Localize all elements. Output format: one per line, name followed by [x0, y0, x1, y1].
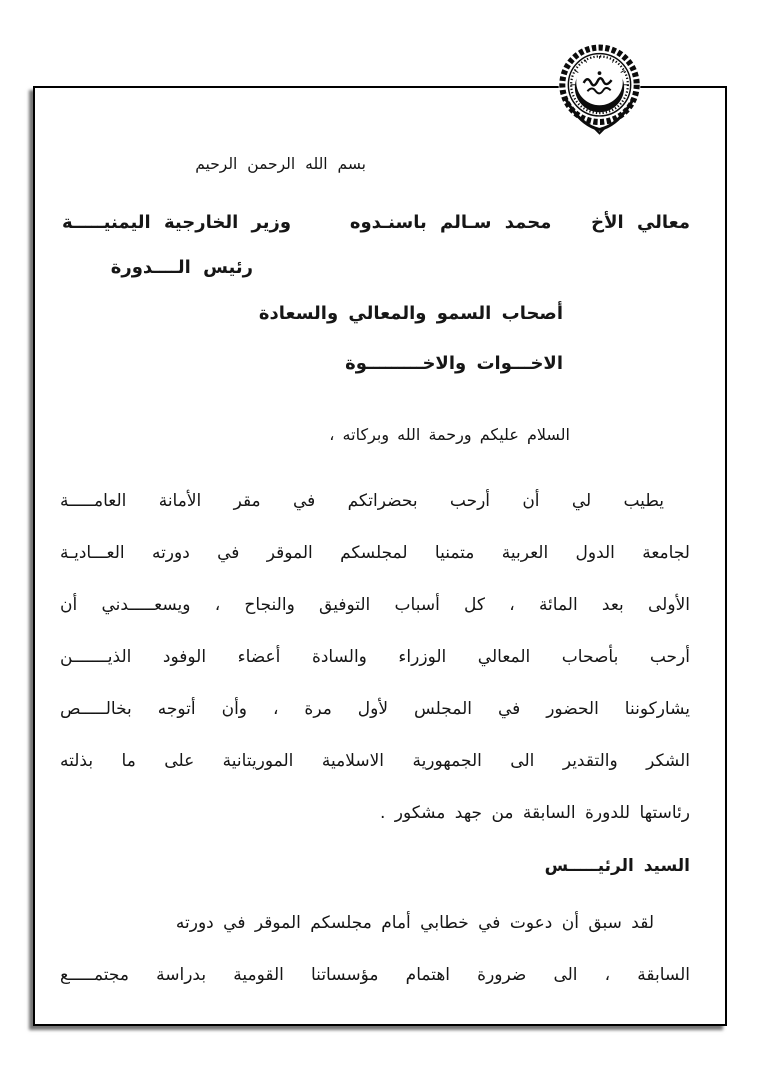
- body-line: الشكر والتقدير الى الجمهورية الاسلامية الموريتانية على ما بذلته: [60, 751, 690, 771]
- body-line: يشاركوننا الحضور في المجلس لأول مرة ، وأن أتوجه بخالـــــص: [60, 699, 690, 719]
- salutation-line-1: أصحاب السمو والمعالي والسعادة: [258, 303, 563, 324]
- body-line: يطيب لي أن أرحب بحضراتكم في مقر الأمانة العامـــــة: [60, 491, 664, 511]
- body-line: أرحب بأصحاب المعالي الوزراء والسادة أعضاء الوفود الذيـــــــن: [60, 647, 690, 667]
- addressee-title-session-president: رئيس الــــدورة: [110, 257, 253, 278]
- body-paragraph-1: [60, 475, 690, 839]
- body-line: الأولى بعد المائة ، كل أسباب التوفيق والنجاح ، ويسعـــــدني أن: [60, 595, 690, 615]
- salutation-line-2: الاخـــوات والاخـــــــــوة: [345, 353, 563, 374]
- addressee-title-minister: وزير الخارجية اليمنيـــــة: [62, 212, 292, 233]
- body-line: لقد سبق أن دعوت في خطابي أمام مجلسكم الموقر في دورته: [175, 913, 654, 933]
- bismillah-line: بسم الله الرحمن الرحيم: [195, 155, 366, 173]
- body-line: لجامعة الدول العربية متمنيا لمجلسكم الموقر في دورته العـــاديـة: [60, 543, 690, 563]
- body-paragraph-2: [60, 897, 690, 1001]
- islamic-greeting-line: السلام عليكم ورحمة الله وبركاته ،: [329, 425, 570, 444]
- addressee-block: [62, 212, 690, 233]
- section-heading-mr-president: السيد الرئيـــــس: [544, 856, 690, 876]
- body-line: السابقة ، الى ضرورة اهتمام مؤسساتنا القومية بدراسة مجتمـــــع: [60, 965, 690, 985]
- body-line: رئاستها للدورة السابقة من جهد مشكور .: [379, 803, 690, 823]
- addressee-name: معالي الأخ محمد سـالم باسنـدوه: [349, 212, 690, 233]
- arab-league-emblem-icon: [551, 42, 648, 135]
